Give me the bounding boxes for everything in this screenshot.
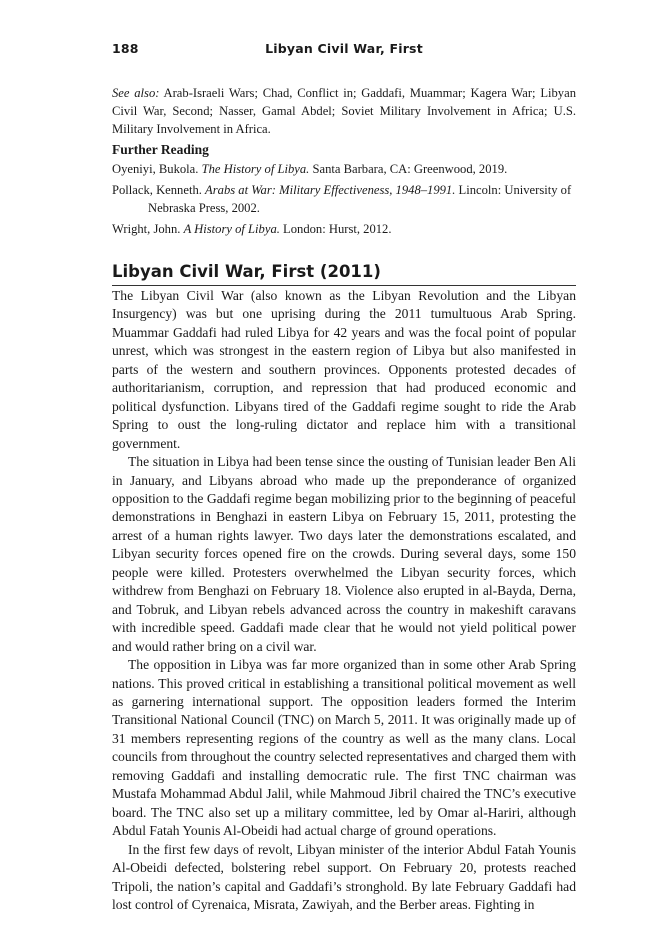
reference-title: A History of Libya. <box>183 222 280 236</box>
reference-entry <box>112 160 576 178</box>
reference-entry <box>112 220 576 238</box>
see-also-text: Arab-Israeli Wars; Chad, Conflict in; Gaddafi, Muammar; Kagera War; Libyan Civil War, Second; Nasser, Gamal Abdel; Soviet Military Involvement in Africa; U.S. Military Involvement in Africa. <box>112 86 576 136</box>
reference-author: Oyeniyi, Bukola. <box>112 162 199 176</box>
reference-publication: London: Hurst, 2012. <box>283 222 392 236</box>
reference-title: The History of Libya. <box>201 162 310 176</box>
page-number: 188 <box>112 41 139 56</box>
article-paragraph: The situation in Libya had been tense since the ousting of Tunisian leader Ben Ali in January, and Libyans abroad who made up the preponderance of organized opposition to the Gaddafi regime began mobilizing prior to the beginning of peaceful demonstrations in Benghazi in eastern Libya on February 15, 2011, protesting the arrest of a human rights lawyer. Two days later the demonstrations escalated, and Libyan security forces opened fire on the crowds. During several days, some 150 people were killed. Protesters overwhelmed the Libyan security forces, which withdrew from Benghazi on February 18. Violence also erupted in al-Bayda, Derna, and Tobruk, and Libyan rebels advanced across the country in makeshift caravans with incredible speed. Gaddafi made clear that he would not yield political power and would rather bring on a civil war. <box>112 454 576 654</box>
see-also-note <box>112 84 576 138</box>
article-body <box>112 287 576 914</box>
article-paragraph: In the first few days of revolt, Libyan minister of the interior Abdul Fatah Younis Al-Obeidi defected, bolstering rebel support. On February 20, protests reached Tripoli, the nation’s capital and Gaddafi’s stronghold. By late February Gaddafi had lost control of Cyrenaica, Misrata, Zawiyah, and the Berber areas. Fighting in <box>112 841 576 912</box>
article-paragraph: The Libyan Civil War (also known as the Libyan Revolution and the Libyan Insurgency) was but one uprising during the 2011 tumultuous Arab Spring. Muammar Gaddafi had ruled Libya for 42 years and was the focal point of popular unrest, which was strongest in the eastern region of Libya but also manifested in parts of the western and southern provinces. Opponents protested decades of authoritarianism, corruption, and repression that had produced economic and political dysfunction. Libyans tired of the Gaddafi regime sought to ride the Arab Spring to oust the long-ruling dictator and replace him with a transitional government. <box>112 288 576 451</box>
reference-publication: Santa Barbara, CA: Greenwood, 2019. <box>312 162 508 176</box>
article-paragraph: The opposition in Libya was far more organized than in some other Arab Spring nations. This proved critical in establishing a transitional political movement as well as garnering international support. The opposition leaders formed the Interim Transitional National Council (TNC) on March 5, 2011. It was originally made up of 31 members representing regions of the country as well as the many clans. Local councils from throughout the country selected representatives and charged them with removing Gaddafi and installing democratic rule. The first TNC chairman was Mustafa Mohammad Abdul Jalil, while Mahmoud Jibril chaired the TNC’s executive board. The TNC also set up a military committee, led by Omar al-Hariri, although Abdul Fatah Younis Al-Obeidi had actual charge of ground operations. <box>112 657 576 839</box>
see-also-label: See also: <box>112 86 160 100</box>
running-title: Libyan Civil War, First <box>265 41 423 56</box>
reference-author: Pollack, Kenneth. <box>112 183 202 197</box>
running-head <box>112 41 576 61</box>
reference-entry <box>112 181 576 217</box>
further-reading-heading: Further Reading <box>112 142 209 157</box>
reference-title: Arabs at War: Military Effectiveness, 1948–1991. <box>205 183 456 197</box>
article-title: Libyan Civil War, First (2011) <box>112 262 576 286</box>
reference-publication: Lincoln: University of Nebraska Press, 2002. <box>148 183 572 215</box>
further-reading-section <box>112 141 576 241</box>
reference-author: Wright, John. <box>112 222 181 236</box>
